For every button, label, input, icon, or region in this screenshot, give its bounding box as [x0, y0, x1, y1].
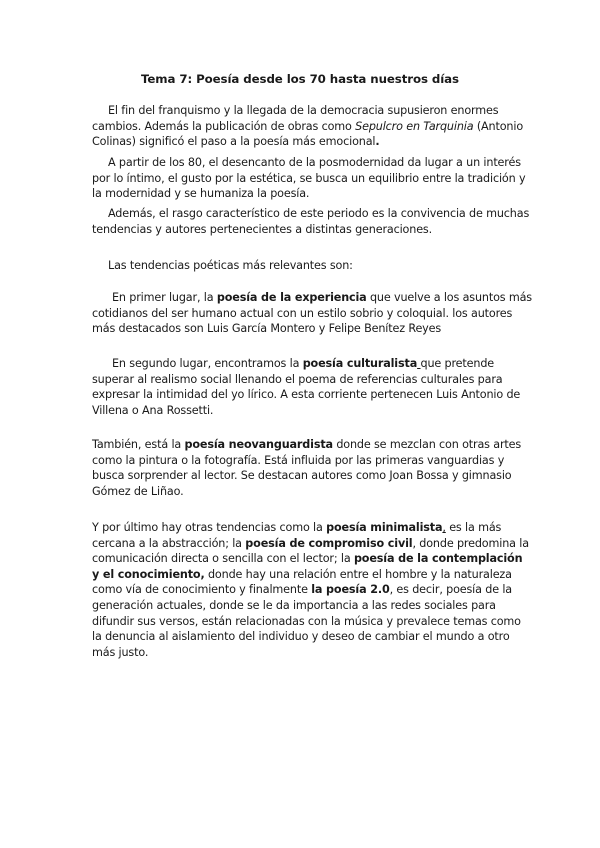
otras-text-d: donde hay una relación entre el hombre y la naturaleza como vía de conocimiento y finalmente: [92, 567, 512, 597]
paragraph-experiencia: [92, 290, 532, 337]
otras-text-a: Y por último hay otras tendencias como la: [92, 521, 327, 534]
culturalista-text-b: que pretende superar al realismo social llenando el poema de referencias culturales para expresar la intimidad del yo lírico. A esta corriente pertenecen Luis Antonio de Villena o Ana Rossetti.: [92, 357, 521, 417]
term-poesia-minimalista: poesía minimalista: [326, 521, 443, 534]
term-poesia-contemplacion: poesía de la contemplación y el conocimiento,: [92, 552, 523, 581]
term-poesia-compromiso-civil: poesía de compromiso civil: [245, 536, 413, 550]
neovanguardista-text-a: También, está la: [92, 438, 185, 451]
culturalista-text-a: En segundo lugar, encontramos la: [112, 357, 303, 370]
intro-text-1-period: .: [375, 135, 380, 149]
term-poesia-experiencia: poesía de la experiencia: [216, 291, 367, 304]
page-title: Tema 7: Poesía desde los 70 hasta nuestros días: [141, 72, 459, 86]
experiencia-text-b: que vuelve a los asuntos más cotidianos del ser humano actual con un estilo sobrio y coloquial. los autores más destacados son Luis García Montero y Felipe Benítez Reyes: [92, 291, 532, 336]
otras-text-c: , donde predomina la comunicación directa o sencilla con el lector; la: [92, 536, 529, 566]
neovanguardista-text-b: donde se mezclan con otras artes como la pintura o la fotografía. Está influida por las primeras vanguardias y busca sorprender al lector. Se destacan autores como Joan Bossa y gimnasio Gómez de Liñao.: [92, 438, 522, 498]
work-title: Sepulcro en Tarquinia: [355, 119, 474, 133]
paragraph-otras-tendencias: [92, 520, 532, 660]
intro-paragraph-1: [92, 103, 532, 150]
paragraph-neovanguardista: [92, 437, 532, 499]
term-poesia-2-0: la poesía 2.0: [311, 583, 390, 597]
term-poesia-neovanguardista: poesía neovanguardista: [184, 438, 333, 451]
paragraph-culturalista: [92, 356, 532, 418]
experiencia-text-a: En primer lugar, la: [112, 291, 217, 304]
term-poesia-culturalista: poesía culturalista: [302, 357, 418, 370]
otras-underlined-comma: ,: [442, 521, 446, 534]
intro-text-1a: El fin del franquismo y la llegada de la democracia supusieron enormes cambios. Además la publicación de obras como: [92, 104, 499, 133]
intro-text-1b: (Antonio Colinas) significó el paso a la poesía más emocional: [92, 119, 524, 149]
otras-text-e: , es decir, poesía de la generación actuales, donde se le da importancia a las redes sociales para difundir sus versos, están relacionadas con la música y prevalece temas como la denuncia al aislamiento del individuo y deseo de cambiar el mundo a otro más justo.: [92, 583, 521, 659]
otras-text-b: es la más cercana a la abstracción; la: [92, 521, 502, 550]
intro-paragraph-2: A partir de los 80, el desencanto de la posmodernidad da lugar a un interés por lo íntimo, el gusto por la estética, se busca un equilibrio entre la tradición y la modernidad y se humaniza la poesía.: [92, 156, 526, 201]
tendencias-intro: Las tendencias poéticas más relevantes son:: [108, 259, 353, 272]
intro-paragraph-3: Además, el rasgo característico de este periodo es la convivencia de muchas tendencias y autores pertenecientes a distintas generaciones.: [92, 207, 530, 236]
